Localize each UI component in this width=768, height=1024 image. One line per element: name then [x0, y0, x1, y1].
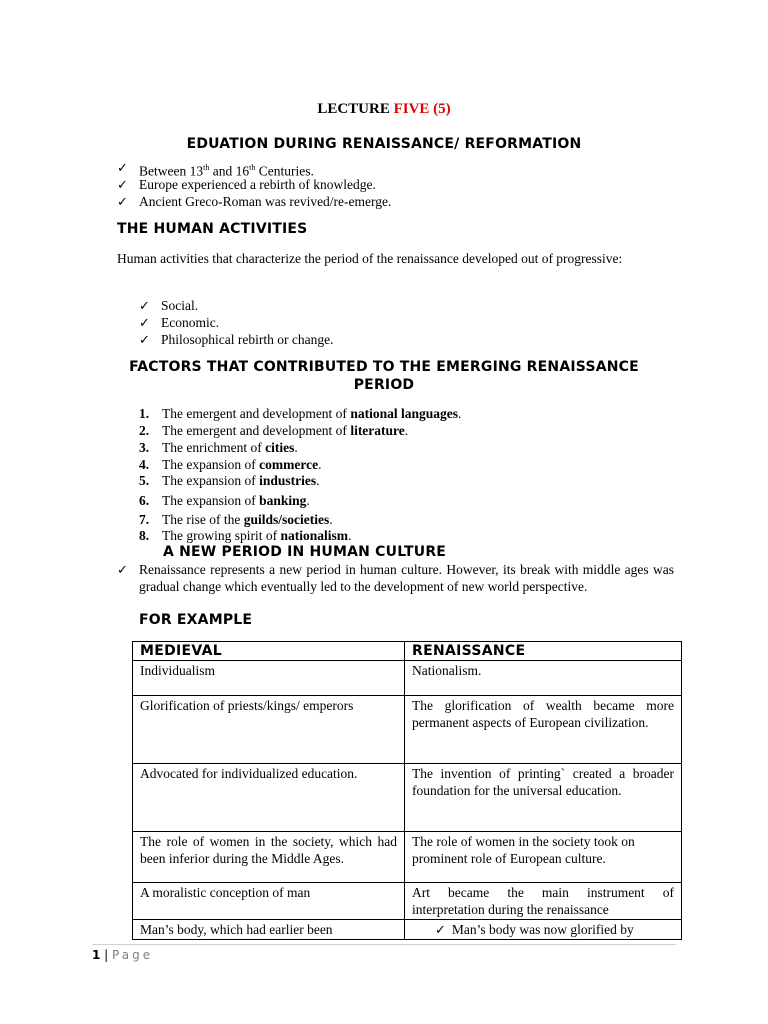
- table-cell: Nationalism.: [405, 661, 682, 696]
- list-item: ✓ Between 13th and 16th Centuries.: [117, 160, 314, 179]
- table-cell: The glorification of wealth became more permanent aspects of European civilization.: [405, 696, 682, 764]
- list-item: 7. The rise of the guilds/societies.: [139, 512, 333, 527]
- table-row: [133, 920, 682, 940]
- check-mark-icon: ✓: [117, 177, 128, 192]
- table-row: [133, 832, 682, 883]
- check-mark-icon: ✓: [139, 315, 150, 330]
- check-mark-icon: ✓: [139, 332, 150, 347]
- table-cell: A moralistic conception of man: [133, 883, 405, 920]
- human-activities-heading: THE HUMAN ACTIVITIES: [117, 221, 308, 237]
- check-mark-icon: ✓: [117, 562, 128, 577]
- list-item: 1. The emergent and development of national languages.: [139, 406, 462, 421]
- list-item: 8. The growing spirit of nationalism.: [139, 528, 352, 543]
- table-header-row: [133, 642, 682, 661]
- table-cell: Advocated for individualized education.: [133, 764, 405, 832]
- main-heading: EDUATION DURING RENAISSANCE/ REFORMATION: [186, 136, 582, 152]
- table-cell: Individualism: [133, 661, 405, 696]
- list-item: ✓ Social.: [139, 298, 199, 313]
- list-item: 6. The expansion of banking.: [139, 493, 310, 508]
- check-mark-icon: ✓: [435, 922, 446, 937]
- column-header-medieval: MEDIEVAL: [133, 642, 405, 661]
- list-item: ✓ Philosophical rebirth or change.: [139, 332, 334, 347]
- table-row: [133, 696, 682, 764]
- human-activities-paragraph: Human activities that characterize the period of the renaissance developed out of progressive:: [117, 251, 623, 266]
- table-cell: Art became the main instrument of interpretation during the renaissance: [405, 883, 682, 920]
- table-cell: The role of women in the society took on prominent role of European culture.: [405, 832, 682, 883]
- check-mark-icon: ✓: [117, 194, 128, 209]
- list-item: ✓ Europe experienced a rebirth of knowledge.: [117, 177, 376, 192]
- for-example-heading: FOR EXAMPLE: [139, 612, 253, 628]
- table-cell: ✓ Man’s body was now glorified by: [405, 920, 682, 940]
- intro-bullet-list: [117, 159, 391, 210]
- list-item: ✓ Economic.: [139, 315, 220, 330]
- column-header-renaissance: RENAISSANCE: [405, 642, 682, 661]
- page-number: 1: [92, 948, 101, 962]
- table-cell: The role of women in the society, which had been inferior during the Middle Ages.: [133, 832, 405, 883]
- renaissance-bullet: [117, 561, 674, 595]
- renaissance-paragraph: Renaissance represents a new period in human culture. However, its break with middle ages was gradual change which eventually led to the development of new world perspective.: [139, 562, 674, 594]
- page-footer: [92, 948, 153, 962]
- list-item: 2. The emergent and development of literature.: [139, 423, 409, 438]
- factors-heading: FACTORS THAT CONTRIBUTED TO THE EMERGING RENAISSANCE PERIOD: [129, 359, 639, 393]
- factors-list: [139, 405, 461, 543]
- check-mark-icon: ✓: [139, 298, 150, 313]
- lecture-title-prefix: LECTURE: [317, 101, 394, 117]
- table-cell: The invention of printing` created a broader foundation for the universal education.: [405, 764, 682, 832]
- list-item: 4. The expansion of commerce.: [139, 457, 322, 472]
- footer-divider: [92, 944, 676, 945]
- footer-separator: |: [100, 948, 113, 962]
- new-period-heading: A NEW PERIOD IN HUMAN CULTURE: [163, 544, 447, 560]
- table-cell: Man’s body, which had earlier been: [133, 920, 405, 940]
- lecture-title: [0, 101, 768, 118]
- activity-bullet-list: [139, 297, 333, 348]
- list-item: 5. The expansion of industries.: [139, 473, 320, 488]
- table-cell: Glorification of priests/kings/ emperors: [133, 696, 405, 764]
- table-row: [133, 661, 682, 696]
- lecture-number: FIVE (5): [393, 101, 451, 117]
- table-row: [133, 883, 682, 920]
- list-item: ✓ Ancient Greco-Roman was revived/re-emerge.: [117, 194, 392, 209]
- table-row: [133, 764, 682, 832]
- list-item: 3. The enrichment of cities.: [139, 440, 298, 455]
- comparison-table: [132, 641, 682, 940]
- page-label: Page: [112, 948, 154, 962]
- check-mark-icon: ✓: [117, 160, 128, 175]
